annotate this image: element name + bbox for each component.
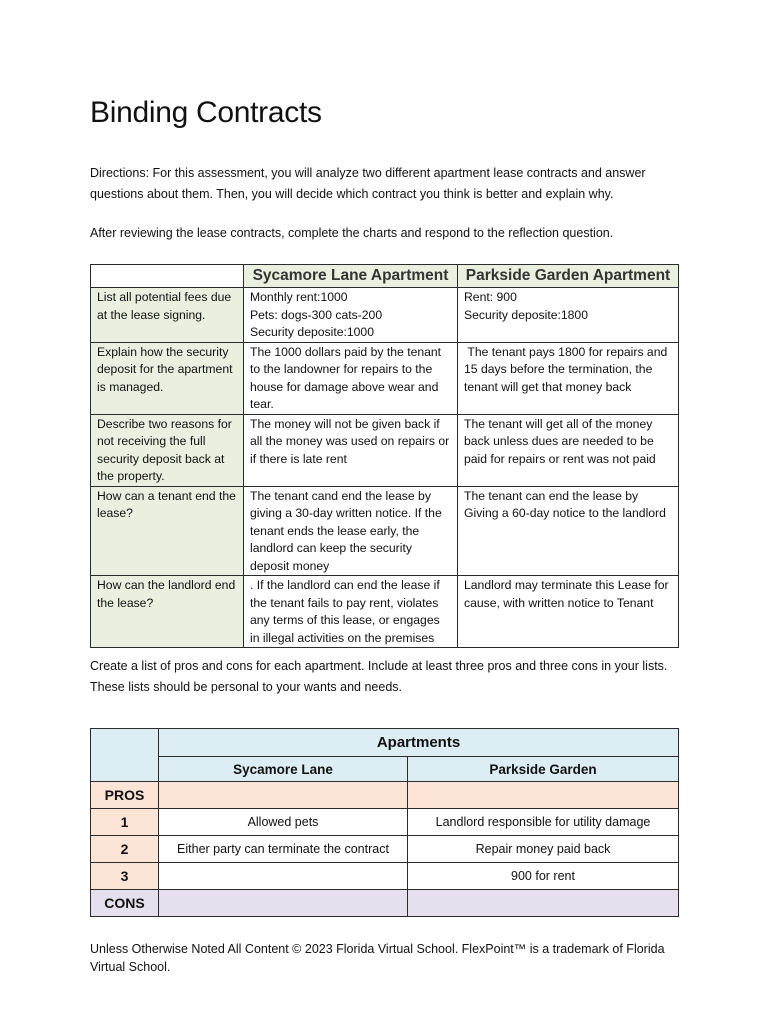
table-row [91,288,679,343]
directions-text: Directions: For this assessment, you will analyze two different apartment lease contracts and answer questions about them. Then, you will decide which contract you think is better and explain why. [90,166,646,201]
pros-header-cell [159,782,408,809]
table-row [91,414,679,486]
sycamore-pro-cell: Allowed pets [159,809,408,836]
answer-line: Security deposite:1800 [464,307,588,322]
parkside-answer-cell [458,288,679,343]
lease-header-parkside: Parkside Garden Apartment [458,265,679,288]
lease-header-blank [91,265,244,288]
row-number: 1 [91,809,159,836]
lease-header-sycamore: Sycamore Lane Apartment [244,265,458,288]
table-row [91,576,679,648]
table-row [91,342,679,414]
question-cell: How can a tenant end the lease? [91,486,244,576]
table-row [91,809,679,836]
parkside-pro-cell: Repair money paid back [408,836,679,863]
sycamore-answer-cell [244,288,458,343]
page-title: Binding Contracts [90,96,322,129]
cons-header-cell [159,890,408,917]
footer-copyright: Unless Otherwise Noted All Content © 2023 Florida Virtual School. FlexPoint™ is a trademark of Florida Virtual School. [90,942,665,974]
lease-comparison-table [90,264,679,648]
pros-cons-table [90,728,679,917]
parkside-pro-cell: 900 for rent [408,863,679,890]
parkside-answer-cell: The tenant will get all of the money back unless dues are needed to be paid for repairs or rent was not paid [458,414,679,486]
answer-line: Security deposite:1000 [250,325,374,339]
answer-line: Pets: dogs-300 cats-200 [250,307,383,322]
sycamore-answer-cell: The money will not be given back if all the money was used on repairs or if there is late rent [244,414,458,486]
cons-header-cell [408,890,679,917]
question-cell: Explain how the security deposit for the apartment is managed. [91,342,244,414]
parkside-answer-cell: The tenant pays 1800 for repairs and 15 days before the termination, the tenant will get that money back [458,342,679,414]
row-number: 3 [91,863,159,890]
question-cell: List all potential fees due at the lease signing. [91,288,244,343]
parkside-answer-cell: The tenant can end the lease by Giving a 60-day notice to the landlord [458,486,679,576]
sycamore-answer-cell: . If the landlord can end the lease if the tenant fails to pay rent, violates any terms of this lease, or engages in illegal activities on the premises [244,576,458,648]
pros-header-cell [408,782,679,809]
question-cell: Describe two reasons for not receiving the full security deposit back at the property. [91,414,244,486]
group-header-row [91,729,679,757]
cons-label: CONS [91,890,159,917]
subheader-row [91,757,679,782]
pros-cons-instructions: Create a list of pros and cons for each apartment. Include at least three pros and three cons in your lists. These lists should be personal to your wants and needs. [90,659,668,694]
sycamore-answer-cell: The tenant cand end the lease by giving a 30-day written notice. If the tenant ends the lease early, the landlord can keep the security deposit money [244,486,458,576]
instructions-text: After reviewing the lease contracts, complete the charts and respond to the reflection question. [90,226,614,240]
parkside-pro-cell: Landlord responsible for utility damage [408,809,679,836]
row-number: 2 [91,836,159,863]
corner-cell [91,729,159,782]
sycamore-pro-cell: Either party can terminate the contract [159,836,408,863]
sycamore-pro-cell [159,863,408,890]
table-row [91,486,679,576]
sycamore-lane-header: Sycamore Lane [159,757,408,782]
question-cell: How can the landlord end the lease? [91,576,244,648]
parkside-answer-cell: Landlord may terminate this Lease for cause, with written notice to Tenant [458,576,679,648]
apartments-header: Apartments [159,729,679,757]
table-row [91,863,679,890]
pros-label: PROS [91,782,159,809]
answer-line: Rent: 900 [464,290,517,304]
table-row [91,836,679,863]
parkside-garden-header: Parkside Garden [408,757,679,782]
cons-header-row [91,890,679,917]
lease-header-row [91,265,679,288]
pros-header-row [91,782,679,809]
answer-line: Monthly rent:1000 [250,290,348,304]
sycamore-answer-cell: The 1000 dollars paid by the tenant to the landowner for repairs to the house for damage above wear and tear. [244,342,458,414]
